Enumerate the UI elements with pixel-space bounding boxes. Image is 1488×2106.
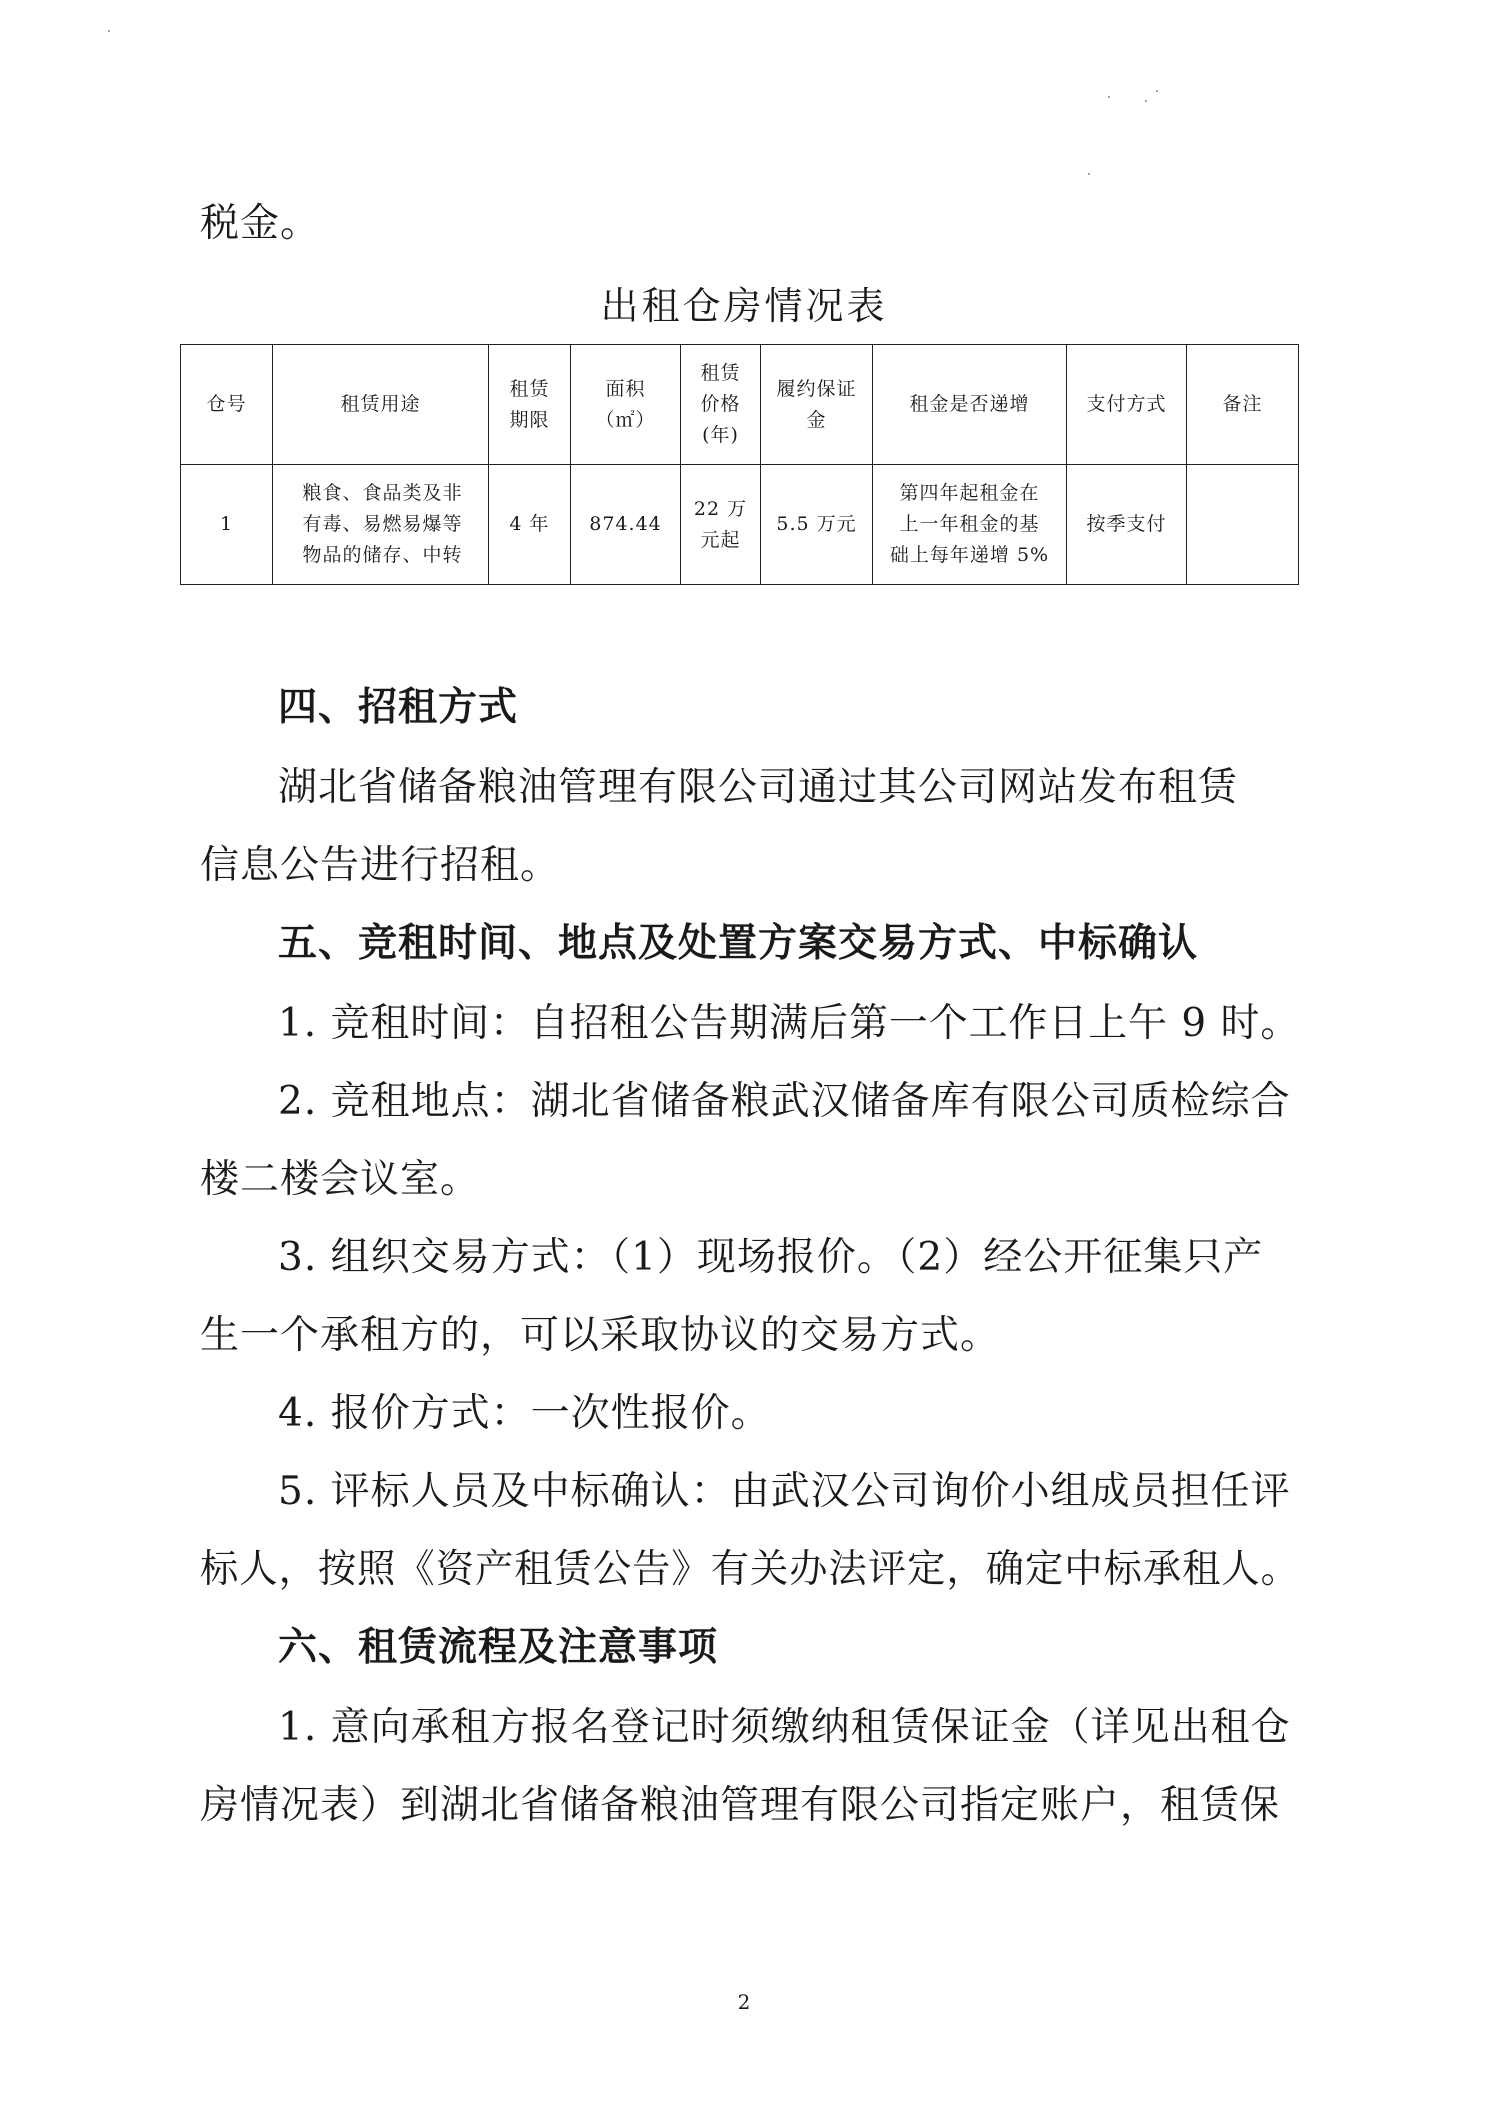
- header-mian-ji: 面积 （㎡）: [571, 345, 681, 465]
- section-5-line: 5. 评标人员及中标确认：由武汉公司询价小组成员担任评: [278, 1469, 1291, 1514]
- scan-speck: [1145, 100, 1147, 102]
- section-6-heading: 六、租赁流程及注意事项: [278, 1625, 719, 1670]
- header-bao-zheng-jin: 履约保证 金: [761, 345, 873, 465]
- table-header-row: [181, 345, 1299, 465]
- table-title: 出租仓房情况表: [600, 284, 888, 328]
- table-row: [181, 465, 1299, 585]
- header-qi-xian: 租赁 期限: [489, 345, 571, 465]
- page-number: 2: [737, 1990, 751, 2014]
- header-zhi-fu: 支付方式: [1067, 345, 1187, 465]
- section-5-line: 楼二楼会议室。: [200, 1157, 481, 1202]
- warehouse-rental-table: [180, 344, 1299, 585]
- scan-speck: [1108, 96, 1110, 98]
- section-6-line: 1. 意向承租方报名登记时须缴纳租赁保证金（详见出租仓: [278, 1705, 1291, 1750]
- section-5-heading: 五、竞租时间、地点及处置方案交易方式、中标确认: [278, 921, 1199, 966]
- header-cang-hao: 仓号: [181, 345, 273, 465]
- section-5-line: 生一个承租方的，可以采取协议的交易方式。: [200, 1313, 1001, 1358]
- section-6-line: 房情况表）到湖北省储备粮油管理有限公司指定账户，租赁保: [200, 1783, 1281, 1828]
- cell-bao-zheng-jin: 5.5 万元: [761, 465, 873, 585]
- cell-bei-zhu: [1187, 465, 1299, 585]
- cell-di-zeng: 第四年起租金在 上一年租金的基 础上每年递增 5%: [873, 465, 1067, 585]
- cell-jia-ge: 22 万 元起: [681, 465, 761, 585]
- cell-cang-hao: 1: [181, 465, 273, 585]
- scan-speck: [1088, 173, 1090, 175]
- section-5-line: 3. 组织交易方式：（1）现场报价。（2）经公开征集只产: [278, 1235, 1264, 1280]
- scan-speck: [1156, 90, 1158, 92]
- header-jia-ge: 租赁 价格 (年): [681, 345, 761, 465]
- section-4-line: 信息公告进行招租。: [200, 843, 561, 888]
- cell-zhi-fu: 按季支付: [1067, 465, 1187, 585]
- scan-speck: [108, 30, 110, 32]
- cell-qi-xian: 4 年: [489, 465, 571, 585]
- header-yong-tu: 租赁用途: [273, 345, 489, 465]
- header-di-zeng: 租金是否递增: [873, 345, 1067, 465]
- section-5-line: 2. 竞租地点：湖北省储备粮武汉储备库有限公司质检综合: [278, 1079, 1291, 1124]
- section-4-heading: 四、招租方式: [278, 685, 519, 730]
- section-5-line: 标人，按照《资产租赁公告》有关办法评定，确定中标承租人。: [200, 1547, 1300, 1592]
- carryover-text: 税金。: [200, 201, 321, 246]
- cell-mian-ji: 874.44: [571, 465, 681, 585]
- section-5-line: 4. 报价方式：一次性报价。: [278, 1391, 771, 1436]
- cell-yong-tu: 粮食、食品类及非 有毒、易燃易爆等 物品的储存、中转: [273, 465, 489, 585]
- section-5-line: 1. 竞租时间：自招租公告期满后第一个工作日上午 9 时。: [278, 1001, 1301, 1046]
- section-4-line: 湖北省储备粮油管理有限公司通过其公司网站发布租赁: [278, 765, 1239, 810]
- header-bei-zhu: 备注: [1187, 345, 1299, 465]
